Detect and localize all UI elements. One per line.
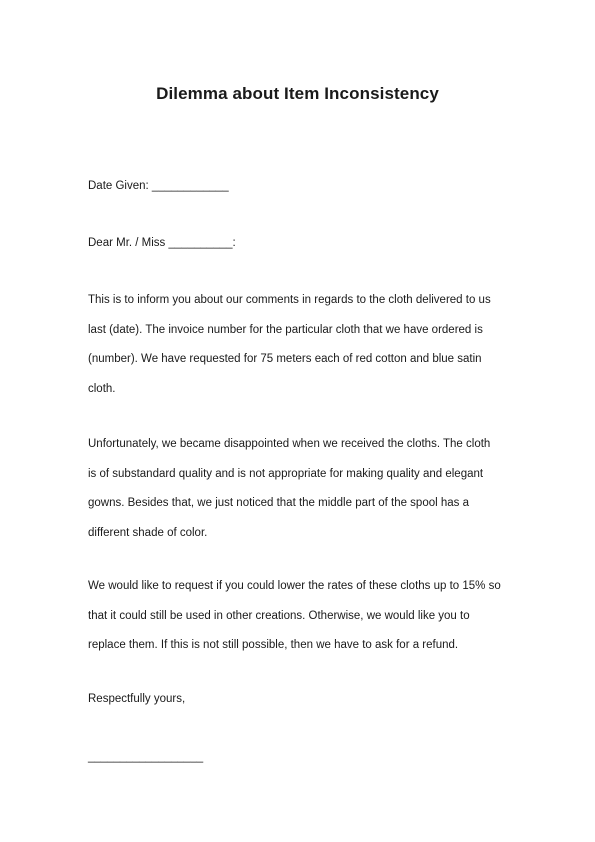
paragraph-line: We would like to request if you could lower the rates of these cloths up to 15% so	[88, 580, 501, 592]
paragraph-line: replace them. If this is not still possible, then we have to ask for a refund.	[88, 639, 459, 651]
signature-line: __________________	[88, 751, 204, 763]
paragraph-2	[88, 430, 518, 548]
paragraph-3	[88, 572, 518, 661]
closing: Respectfully yours,	[88, 693, 186, 705]
paragraph-1	[88, 286, 518, 404]
letter-title: Dilemma about Item Inconsistency	[156, 84, 439, 103]
paragraph-line: is of substandard quality and is not appropriate for making quality and elegant	[88, 467, 484, 480]
date-line: Date Given: ____________	[88, 180, 229, 192]
paragraph-line: This is to inform you about our comments in regards to the cloth delivered to us	[88, 294, 491, 306]
paragraph-line: last (date). The invoice number for the particular cloth that we have ordered is	[88, 323, 483, 336]
paragraph-line: (number). We have requested for 75 meters each of red cotton and blue satin	[88, 353, 482, 365]
paragraph-line: Unfortunately, we became disappointed when we received the cloths. The cloth	[88, 438, 491, 450]
paragraph-line: gowns. Besides that, we just noticed that the middle part of the spool has a	[88, 497, 470, 509]
paragraph-line: different shade of color.	[88, 526, 208, 539]
paragraph-line: that it could still be used in other creations. Otherwise, we would like you to	[88, 609, 470, 622]
paragraph-line: cloth.	[88, 382, 116, 395]
salutation: Dear Mr. / Miss __________:	[88, 237, 236, 249]
